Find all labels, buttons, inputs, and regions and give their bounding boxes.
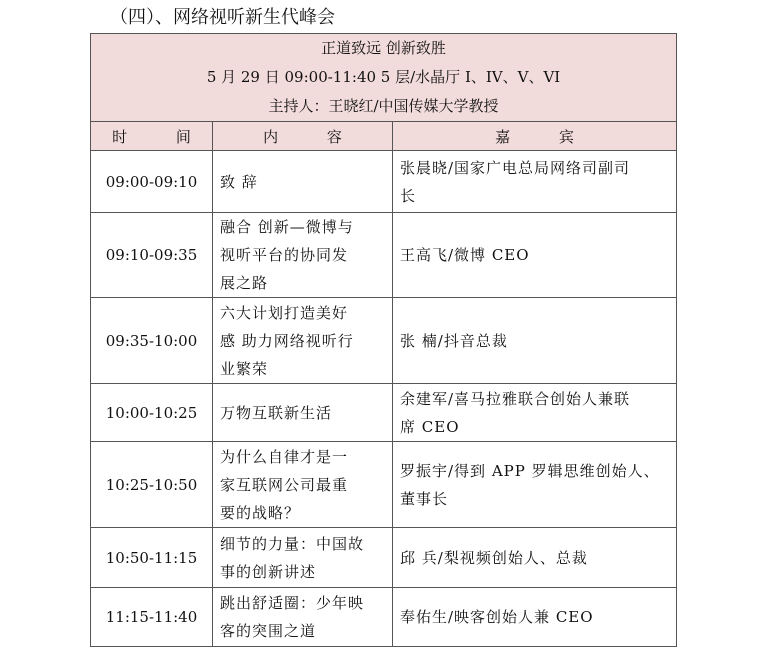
table-row [91,213,677,298]
datetime-line: 5 月 29 日 09:00-11:40 5 层/水晶厅 I、IV、V、VI [206,68,561,86]
content-cell: 万物互联新生活 [213,384,393,442]
schedule-table [90,33,677,647]
time-column-header: 时 间 [91,122,213,151]
time-cell: 11:15-11:40 [91,588,213,647]
guest-cell: 奉佑生/映客创始人兼 CEO [393,588,677,647]
section-title: （四）、网络视听新生代峰会 [110,7,335,28]
time-cell: 10:50-11:15 [91,528,213,588]
table-row [91,384,677,442]
time-cell: 09:10-09:35 [91,213,213,298]
guest-cell: 邱 兵/梨视频创始人、总裁 [393,528,677,588]
table-row [91,298,677,384]
table-row [91,151,677,213]
table-row [91,588,677,647]
content-cell: 致 辞 [213,151,393,213]
time-cell: 10:00-10:25 [91,384,213,442]
time-cell: 10:25-10:50 [91,442,213,528]
table-row [91,442,677,528]
banner-row [91,34,677,122]
guest-cell: 张晨晓/国家广电总局网络司副司 长 [393,151,677,213]
banner-cell [91,34,677,122]
content-column-header: 内 容 [213,122,393,151]
content-cell: 六大计划打造美好 感 助力网络视听行 业繁荣 [213,298,393,384]
theme-line: 正道致远 创新致胜 [321,39,446,57]
guest-cell: 罗振宇/得到 APP 罗辑思维创始人、 董事长 [393,442,677,528]
guest-column-header: 嘉 宾 [393,122,677,151]
guest-cell: 余建军/喜马拉雅联合创始人兼联 席 CEO [393,384,677,442]
content-cell: 细节的力量：中国故 事的创新讲述 [213,528,393,588]
column-header-row [91,122,677,151]
time-cell: 09:35-10:00 [91,298,213,384]
table-row [91,528,677,588]
guest-cell: 张 楠/抖音总裁 [393,298,677,384]
time-cell: 09:00-09:10 [91,151,213,213]
guest-cell: 王高飞/微博 CEO [393,213,677,298]
host-line: 主持人：王晓红/中国传媒大学教授 [268,97,499,115]
content-cell: 融合 创新—微博与 视听平台的协同发 展之路 [213,213,393,298]
content-cell: 跳出舒适圈：少年映 客的突围之道 [213,588,393,647]
content-cell: 为什么自律才是一 家互联网公司最重 要的战略？ [213,442,393,528]
